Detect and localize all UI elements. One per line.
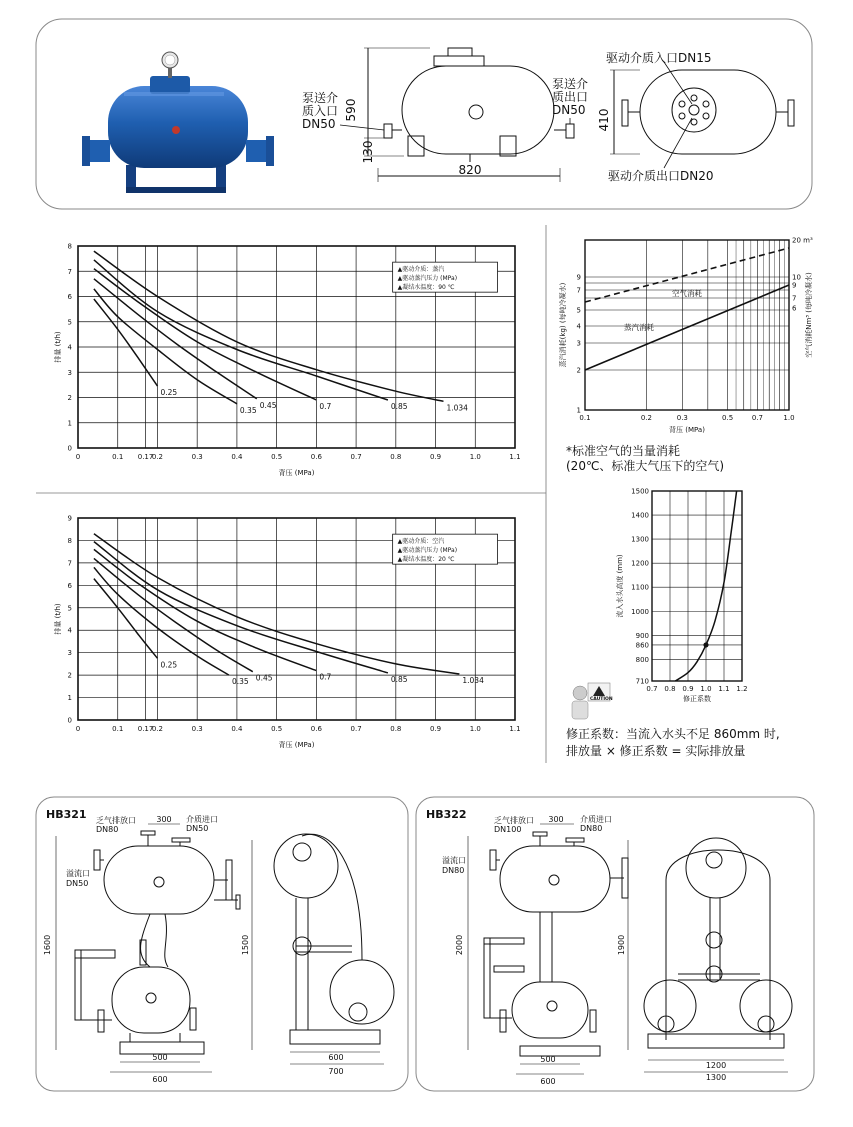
x-tick-label: 0.1 [579,414,591,422]
end-view-drawing [610,62,794,168]
y-tick-label: 2 [576,366,581,375]
y-tick-label: 9 [576,273,581,282]
x-tick-label: 0.17 [137,453,154,461]
series-label: 0.7 [319,672,332,682]
x-tick-label: 1.1 [509,725,521,733]
hb321-side-inner: 600 [328,1053,344,1062]
x-tick-label: 0.4 [231,453,243,461]
hb322-vent-label: 乏气排放口 [494,816,534,825]
x-tick-label: 0.17 [137,725,154,733]
x-tick-label: 1.2 [736,685,748,693]
series-label: 空气消耗 [672,289,702,298]
hb322-overflow-label: 溢流口 [442,856,466,865]
series-label: 1.034 [462,675,484,685]
x-tick-label: 0.2 [151,725,164,733]
hb321-overflow-dn: DN50 [66,879,89,888]
hb322-side-inner: 1200 [705,1061,727,1070]
y-right-tick-label: 20 m³ [792,236,813,245]
x-tick-label: 0.3 [191,725,203,733]
hb321-vent-dn: DN80 [96,825,119,834]
x-tick-label: 0.3 [676,414,688,422]
hb322-title: HB322 [426,808,467,821]
x-tick-label: 0 [75,725,81,733]
dim-length-820: 820 [458,163,482,177]
y-tick-label: 2 [67,671,72,680]
x-tick-label: 0.8 [664,685,676,693]
y-tick-label: 6 [67,293,72,301]
series-label: 1.034 [446,403,468,413]
series-line [94,567,229,675]
series-label: 0.25 [160,388,178,398]
y-tick-label: 1400 [631,511,649,520]
y-tick-label: 1 [67,419,72,428]
hb322-panel [416,797,814,1091]
y-tick-label: 5 [67,318,72,327]
hb321-side-drawing [274,834,394,1064]
series-label: 0.35 [231,677,249,687]
y-tick-label: 1000 [631,607,649,616]
correction-note-1: 修正系数：当流入水头不足 860mm 时, [566,727,780,741]
x-tick-label: 0.7 [646,685,658,693]
hb321-width-inner: 500 [152,1053,168,1062]
series-label: 0.85 [390,674,408,684]
x-tick-label: 0.7 [350,453,362,461]
y-tick-label: 0 [67,444,72,453]
y-axis-label: 蒸汽消耗(kg) (每吨冷凝水) [559,282,567,368]
pump-outlet-label-3: DN50 [552,103,586,117]
series-line [94,542,388,673]
x-tick-label: 0.2 [151,453,164,461]
hb321-spacing: 300 [156,815,172,824]
y-tick-label: 6 [67,581,72,590]
air-note-2: (20℃、标准大气压下的空气) [566,459,725,473]
series-label: 0.45 [255,673,273,683]
legend-entry: ▲驱动介质：空汽 [397,538,445,546]
y-tick-label: 1500 [631,487,649,496]
hb321-side-outer: 700 [328,1067,344,1076]
hb322-side-outer: 1300 [705,1073,727,1082]
y-axis-label: 排量 (t/h) [54,603,62,635]
series-label: 0.35 [239,405,257,415]
y-right-tick-label: 6 [792,304,797,313]
y-tick-label: 7 [67,267,72,276]
hb321-title: HB321 [46,808,87,821]
y-tick-label: 1 [67,694,72,703]
consumption-chart [558,237,813,435]
y-tick-label: 4 [67,626,72,635]
dim-height-590: 590 [344,98,358,122]
pump-photo [82,52,274,193]
marker-point [703,642,708,647]
air-capacity-chart [53,515,521,750]
y-tick-label: 4 [576,322,581,331]
hb322-vent-dn: DN100 [494,825,522,834]
pump-outlet-label-2: 质出口 [552,90,589,104]
x-tick-label: 0.5 [271,453,283,461]
hb322-overflow-dn: DN80 [442,866,465,875]
y-right-tick-label: 10 [792,273,801,282]
x-tick-label: 0 [75,453,81,461]
series-line [94,289,237,404]
pump-outlet-label-1: 泵送介 [552,77,589,91]
x-axis-label: 修正系数 [683,695,711,703]
series-label: 0.45 [259,400,277,410]
legend-entry: ▲凝结水温度：90 ℃ [397,284,455,292]
y-tick-label: 3 [576,339,581,348]
y-tick-label: 860 [635,641,649,650]
dim-vessel-410: 410 [597,108,611,132]
hb321-width-outer: 600 [152,1075,168,1084]
plot-frame [585,240,789,410]
series-label: 0.25 [160,660,178,670]
hb322-spacing: 300 [548,815,564,824]
correction-note-2: 排放量 × 修正系数 = 实际排放量 [566,744,746,758]
y-tick-label: 9 [67,514,72,523]
x-tick-label: 0.6 [310,453,322,461]
hb321-panel [36,797,408,1091]
hb322-width-inner: 500 [540,1055,556,1064]
x-axis-label: 背压 (MPa) [278,741,315,749]
y-axis-label: 排量 (t/h) [54,331,62,363]
x-axis-label: 背压 (MPa) [669,426,705,434]
side-elevation-drawing [364,48,574,182]
series-label: 0.7 [319,402,332,412]
series-line [94,260,388,400]
x-axis-label: 背压 (MPa) [278,469,315,477]
y-tick-label: 800 [635,655,649,664]
y-tick-label: 7 [576,286,581,295]
series-label: 0.85 [390,402,408,412]
y-tick-label: 5 [576,306,581,315]
steam-capacity-chart [53,243,521,478]
x-tick-label: 0.7 [751,414,763,422]
x-tick-label: 0.5 [271,725,283,733]
legend-entry: ▲驱动蒸汽压力 (MPa) [397,275,458,283]
x-tick-label: 0.4 [231,725,243,733]
hb322-front-drawing [468,824,628,1074]
x-tick-label: 0.9 [429,725,442,733]
y-tick-label: 8 [67,242,72,251]
legend-entry: ▲驱动蒸汽压力 (MPa) [397,547,458,555]
drive-outlet-label: 驱动介质出口DN20 [608,169,714,183]
x-tick-label: 0.1 [112,453,124,461]
y-tick-label: 5 [67,604,72,613]
x-tick-label: 1.0 [469,453,481,461]
x-tick-label: 0.8 [390,453,402,461]
y-tick-label: 7 [67,559,72,568]
y-tick-label: 710 [635,677,649,686]
y-tick-label: 4 [67,343,72,352]
hb321-height-total: 1600 [43,934,52,956]
y-tick-label: 1100 [631,583,649,592]
x-tick-label: 1.1 [509,453,521,461]
hb321-front-drawing [56,824,252,1072]
legend-entry: ▲驱动介质：蒸汽 [397,266,445,274]
x-tick-label: 0.6 [310,725,322,733]
pump-inlet-label-3: DN50 [302,117,336,131]
drive-inlet-label: 驱动介质入口DN15 [606,51,712,65]
hb322-medium-in-dn: DN80 [580,824,603,833]
hb322-height-total: 2000 [455,934,464,956]
y-tick-label: 8 [67,536,72,545]
x-tick-label: 1.1 [718,685,730,693]
y-tick-label: 3 [67,649,72,658]
x-tick-label: 0.3 [191,453,203,461]
y-tick-label: 900 [635,631,649,640]
series-label: 蒸汽消耗 [624,323,654,332]
y-tick-label: 3 [67,368,72,377]
x-tick-label: 0.5 [722,414,734,422]
x-tick-label: 1.0 [700,685,712,693]
x-tick-label: 1.0 [783,414,795,422]
hb321-vent-label: 乏气排放口 [96,816,136,825]
dim-base-130: 130 [361,140,375,164]
x-tick-label: 0.2 [640,414,652,422]
x-tick-label: 1.0 [469,725,481,733]
y-axis-label: 流入水头高度 (mm) [616,554,624,618]
x-tick-label: 0.1 [112,725,124,733]
y-right-tick-label: 7 [792,294,797,303]
hb322-medium-in-label: 介质进口 [580,815,612,824]
x-tick-label: 0.9 [429,453,442,461]
y-tick-label: 1200 [631,559,649,568]
caution-text: CAUTION [590,697,613,702]
y-tick-label: 0 [67,716,72,725]
y-tick-label: 1 [576,406,581,415]
hb322-width-outer: 600 [540,1077,556,1086]
hb321-medium-in-label: 介质进口 [186,815,218,824]
hb321-overflow-label: 溢流口 [66,869,90,878]
plot-frame [652,491,742,681]
pump-inlet-label-1: 泵送介 [302,91,339,105]
y-tick-label: 2 [67,394,72,402]
legend-entry: ▲凝结水温度：20 ℃ [397,556,455,564]
hb321-medium-in-dn: DN50 [186,824,209,833]
y-right-axis-label: 空气消耗Nm³ (每吨冷凝水) [805,272,813,358]
air-note-1: *标准空气的当量消耗 [566,444,681,458]
y-tick-label: 1300 [631,535,649,544]
x-tick-label: 0.8 [390,725,402,733]
hb322-side-drawing [644,838,792,1072]
correction-chart [615,488,748,704]
pump-inlet-label-2: 质入口 [302,104,339,118]
hb321-height-side: 1500 [241,934,250,956]
hb322-height-side: 1900 [617,934,626,956]
y-right-tick-label: 9 [792,281,797,290]
x-tick-label: 0.9 [682,685,694,693]
x-tick-label: 0.7 [350,725,362,733]
